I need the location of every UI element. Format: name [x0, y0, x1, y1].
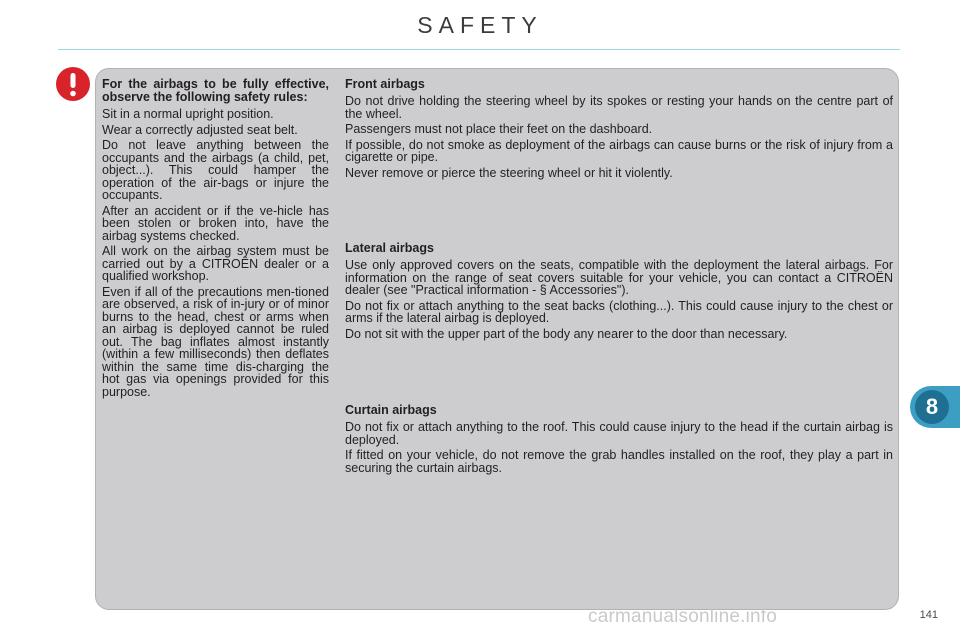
curtain-airbags-text: Do not fix or attach anything to the roof. This could cause injury to the head if the curtain airbag is deployed. [345, 420, 893, 447]
warning-rule: Even if all of the precautions men-tioned are observed, a risk of in-jury or of minor burns to the head, chest or arms when an airbag is deployed cannot be ruled out. The bag inflates almost instantly (within a few milliseconds) then deflates within the same time dis-charging the hot gas via openings provided for this purpose. [102, 284, 329, 399]
chapter-number: 8 [915, 390, 949, 424]
warning-rule: All work on the airbag system must be carried out by a CITROËN dealer or a qualified workshop. [102, 244, 329, 283]
watermark: carmanualsonline.info [588, 606, 778, 627]
warning-rule: Sit in a normal upright position. [102, 107, 274, 121]
curtain-airbags-text: If fitted on your vehicle, do not remove the grab handles installed on the roof, they play a part in securing the curtain airbags. [345, 448, 893, 475]
chapter-tab[interactable] [910, 386, 960, 428]
warning-rules-column [102, 78, 329, 401]
title-divider [58, 49, 900, 50]
page-title: SAFETY [417, 12, 543, 38]
front-airbags-text: Never remove or pierce the steering wheel or hit it violently. [345, 165, 673, 180]
warning-rule: After an accident or if the ve-hicle has been stolen or broken into, have the airbag systems checked. [102, 203, 329, 243]
front-airbags-heading: Front airbags [345, 77, 425, 91]
lateral-airbags-heading: Lateral airbags [345, 241, 434, 255]
lateral-airbags-text: Use only approved covers on the seats, compatible with the deployment the lateral airbags. For information on the range of seat covers suitable for your vehicle, you can contact a CITROËN dealer (see "Practical information - § Accessories"). [345, 258, 893, 297]
exclamation-warning-icon [56, 67, 90, 101]
front-airbags-text: Passengers must not place their feet on the dashboard. [345, 122, 653, 136]
front-airbags-section [345, 78, 893, 182]
warning-rule: Do not leave anything between the occupants and the airbags (a child, pet, object...). This could hamper the operation of the air-bags or injure the occupants. [102, 138, 329, 202]
lateral-airbags-section [345, 242, 893, 343]
lateral-airbags-text: Do not fix or attach anything to the seat backs (clothing...). This could cause injury to the chest or arms if the lateral airbag is deployed. [345, 298, 893, 325]
lateral-airbags-text: Do not sit with the upper part of the body any nearer to the door than necessary. [345, 326, 788, 341]
warning-rules-heading: For the airbags to be fully effective, observe the following safety rules: [102, 77, 329, 104]
front-airbags-text: If possible, do not smoke as deployment of the airbags can cause burns or the risk of injury from a cigarette or pipe. [345, 137, 893, 164]
page-number: 141 [919, 609, 938, 621]
front-airbags-text: Do not drive holding the steering wheel by its spokes or resting your hands on the centre part of the wheel. [345, 94, 893, 121]
curtain-airbags-heading: Curtain airbags [345, 403, 437, 417]
curtain-airbags-section [345, 404, 893, 477]
warning-rule: Wear a correctly adjusted seat belt. [102, 122, 298, 137]
